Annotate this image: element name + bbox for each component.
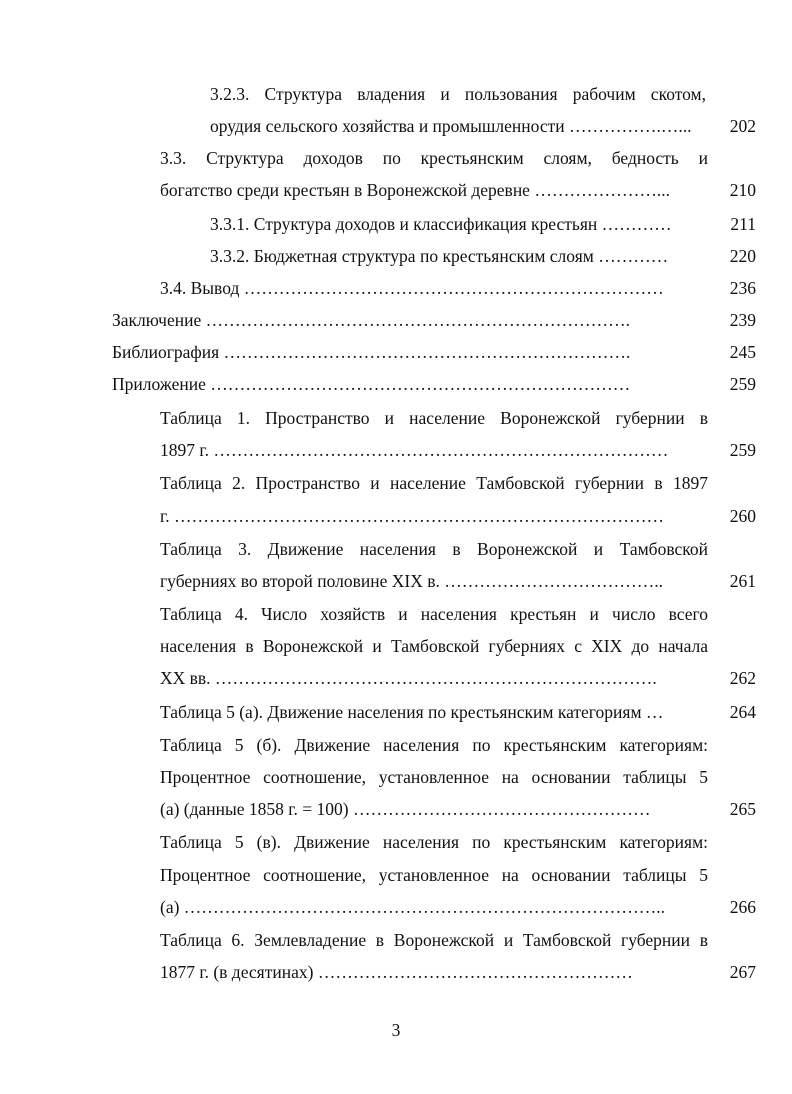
toc-entry-text: 3.3.2. Бюджетная структура по крестьянским слоям ………… [210,246,669,266]
toc-entry-text: Таблица 6. Землевладение в Воронежской и Тамбовской губернии в [160,930,708,950]
toc-entry-text: 3.3.1. Структура доходов и классификация крестьян ………… [210,214,672,234]
toc-entry-text: Процентное соотношение, установленное на основании таблицы 5 [160,767,708,787]
toc-entry-text: Процентное соотношение, установленное на основании таблицы 5 [160,865,708,885]
toc-page-number: 264 [729,702,756,722]
toc-page-number: 267 [729,962,756,982]
toc-entry-text: (а) (данные 1858 г. = 100) …………………………………………… [160,799,651,819]
toc-entry-text: 3.4. Вывод ……………………………………………………………… [160,278,664,298]
page-number: 3 [391,1020,401,1040]
toc-entry-text: населения в Воронежской и Тамбовской губерниях с XIX до начала [160,636,708,656]
toc-entry-text: Таблица 5 (в). Движение населения по крестьянским категориям: [160,832,708,852]
toc-entry-text: Таблица 4. Число хозяйств и населения крестьян и число всего [160,604,708,624]
toc-page-number: 239 [729,310,756,330]
toc-entry-text: Приложение ……………………………………………………………… [112,374,631,394]
toc-entry-text: орудия сельского хозяйства и промышленности …………….…... [210,116,692,136]
toc-entry-text: г. ………………………………………………………………………… [160,506,664,526]
toc-page-number: 236 [729,278,756,298]
toc-entry-text: 3.3. Структура доходов по крестьянским слоям, бедность и [160,148,708,168]
toc-page-number: 220 [729,246,756,266]
toc-page-number: 262 [729,668,756,688]
toc-entry-text: 1897 г. …………………………………………………………………… [160,440,669,460]
toc-entry-text: Таблица 5 (б). Движение населения по крестьянским категориям: [160,735,708,755]
toc-page-number: 259 [729,374,756,394]
toc-entry-text: Библиография ……………………………………………………………. [112,342,631,362]
toc-entry-text: губерниях во второй половине XIX в. ……………………………….. [160,571,664,591]
toc-page-number: 260 [729,506,756,526]
toc-page-number: 210 [729,180,756,200]
toc-page-number: 245 [729,342,756,362]
toc-entry-text: 3.2.3. Структура владения и пользования рабочим скотом, [210,84,706,104]
toc-page-number: 202 [729,116,756,136]
toc-entry-text: богатство среди крестьян в Воронежской деревне …………………... [160,180,670,200]
toc-entry-text: Таблица 1. Пространство и население Воронежской губернии в [160,408,708,428]
toc-entry-text: XX вв. …………………………………………………………………. [160,668,657,688]
toc-page-number: 259 [729,440,756,460]
toc-page-number: 266 [729,897,756,917]
toc-page-number: 265 [729,799,756,819]
toc-page-number: 261 [729,571,756,591]
toc-entry-text: Таблица 2. Пространство и население Тамбовской губернии в 1897 [160,473,708,493]
toc-page-number: 211 [730,214,756,234]
toc-entry-text: Заключение ………………………………………………………………. [112,310,630,330]
toc-entry-text: (а) ……………………………………………………………………….. [160,897,666,917]
toc-entry-text: Таблица 3. Движение населения в Воронежской и Тамбовской [160,539,708,559]
toc-entry-text: Таблица 5 (а). Движение населения по крестьянским категориям … [160,702,664,722]
toc-entry-text: 1877 г. (в десятинах) ……………………………………………… [160,962,633,982]
